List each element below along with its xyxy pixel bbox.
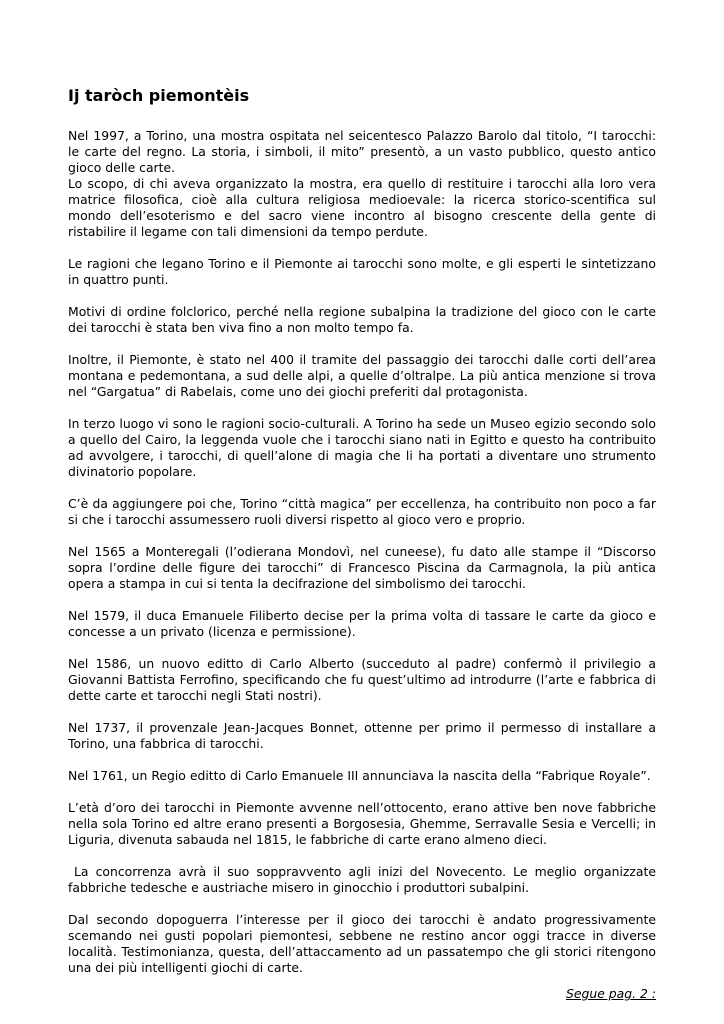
paragraph-purpose: Lo scopo, di chi aveva organizzato la mostra, era quello di restituire i tarocchi alla loro vera matrice filosofica, cioè alla cultura religiosa medioevale: la ricerca storico-scentifica sul mondo dell’esoterismo e del sacro viene incontro al bisogno crescente della gente di ristabilire il legame con tali dimensioni da tempo perdute. [68,176,656,239]
paragraph-post-war: Dal secondo dopoguerra l’interesse per il gioco dei tarocchi è andato progressivamente scemando nei gusti popolari piemontesi, sebbene ne restino ancor oggi tracce in diverse località. Testimonianza, questa, dell’attaccamento ad un passatempo che gli storici ritengono una dei più intelligenti giochi di carte. [68,912,656,975]
paragraph-1579: Nel 1579, il duca Emanuele Filiberto decise per la prima volta di tassare le carte da gioco e concesse a un privato (licenza e permissione). [68,608,656,639]
paragraph-1565: Nel 1565 a Monteregali (l’odierana Mondovì, nel cuneese), fu dato alle stampe il “Discorso sopra l’ordine delle figure dei tarocchi” di Francesco Piscina da Carmagnola, la più antica opera a stampa in cui si tenta la decifrazione del simbolismo dei tarocchi. [68,544,656,591]
paragraph-folklore: Motivi di ordine folclorico, perché nella regione subalpina la tradizione del gioco con le carte dei tarocchi è stata ben viva fino a non molto tempo fa. [68,304,656,335]
document-title: Ij taròch piemontèis [68,86,250,105]
paragraph-magic-city: C’è da aggiungere poi che, Torino “città magica” per eccellenza, ha contribuito non poco a far si che i tarocchi assumessero ruoli diversi rispetto al gioco vero e proprio. [68,496,656,527]
paragraph-competition: La concorrenza avrà il suo soppravvento agli inizi del Novecento. Le meglio organizzate fabbriche tedesche e austriache misero in ginocchio i produttori subalpini. [68,864,656,895]
paragraph-golden-age: L’età d’oro dei tarocchi in Piemonte avvenne nell’ottocento, erano attive ben nove fabbriche nella sola Torino ed altre erano presenti a Borgosesia, Ghemme, Serravalle Sesia e Vercelli; in Liguria, divenuta sabauda nel 1815, le fabbriche di carte erano almeno dieci. [68,800,656,847]
paragraph-socio-cultural: In terzo luogo vi sono le ragioni socio-culturali. A Torino ha sede un Museo egizio secondo solo a quello del Cairo, la leggenda vuole che i tarocchi siano nati in Egitto e questo ha contribuito ad avvolgere, i tarocchi, di quell’alone di magia che li ha portati a diventare uno strumento divinatorio popolare. [68,416,656,479]
paragraph-1586: Nel 1586, un nuovo editto di Carlo Alberto (succeduto al padre) confermò il privilegio a Giovanni Battista Ferrofino, specificando che fu quest’ultimo ad introdurre (l’arte e fabbrica di dette carte et tarocchi negli Stati nostri). [68,656,656,703]
paragraph-reasons: Le ragioni che legano Torino e il Piemonte ai tarocchi sono molte, e gli esperti le sintetizzano in quattro punti. [68,256,656,287]
paragraph-passage: Inoltre, il Piemonte, è stato nel 400 il tramite del passaggio dei tarocchi dalle corti dell’area montana e pedemontana, a sud delle alpi, a quelle d’oltralpe. La più antica menzione si trova nel “Gargatua” di Rabelais, come uno dei giochi preferiti dal protagonista. [68,352,656,399]
continue-link[interactable]: Segue pag. 2 : [566,986,656,1001]
paragraph-1737: Nel 1737, il provenzale Jean-Jacques Bonnet, ottenne per primo il permesso di installare a Torino, una fabbrica di tarocchi. [68,720,656,751]
paragraph-intro: Nel 1997, a Torino, una mostra ospitata nel seicentesco Palazzo Barolo dal titolo, “I tarocchi: le carte del regno. La storia, i simboli, il mito” presentò, a un vasto pubblico, questo antico gioco delle carte. [68,128,656,175]
paragraph-1761: Nel 1761, un Regio editto di Carlo Emanuele III annunciava la nascita della “Fabrique Royale”. [68,768,651,783]
